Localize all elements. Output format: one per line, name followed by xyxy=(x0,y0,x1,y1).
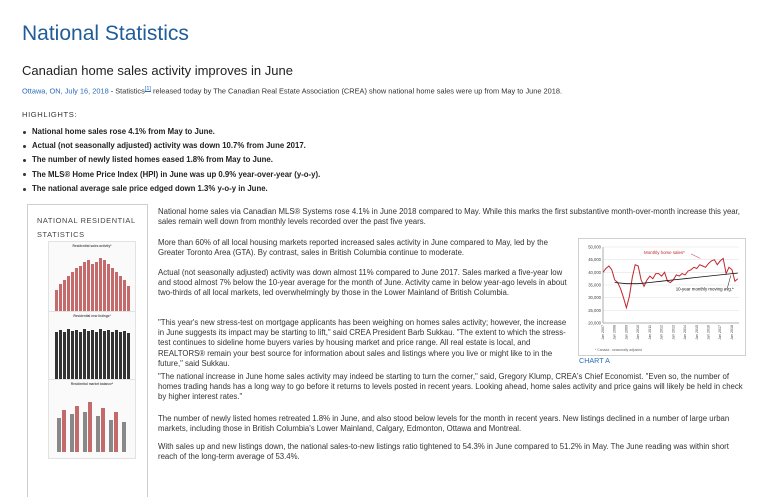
y-tick-label: 30,000 xyxy=(588,295,601,301)
x-tick-label: Jan 2009 xyxy=(624,325,629,340)
y-tick-label: 45,000 xyxy=(588,257,601,263)
chart-a-figure[interactable] xyxy=(578,238,746,356)
thumbnail-title: Residential new listings* xyxy=(73,314,111,318)
x-tick-label: Jan 2015 xyxy=(694,325,699,340)
site-title[interactable]: National Statistics xyxy=(22,22,189,45)
highlights-heading: HIGHLIGHTS: xyxy=(22,110,78,119)
x-tick-label: Jan 2014 xyxy=(683,325,688,340)
footnote-link[interactable]: [1] xyxy=(144,86,151,92)
highlights-list xyxy=(22,125,320,196)
y-tick-label: 50,000 xyxy=(588,244,601,250)
chart-caption[interactable]: CHART A xyxy=(579,356,610,365)
x-tick-label: Jan 2010 xyxy=(636,325,641,340)
bar-chart-thumbnail-icon xyxy=(53,388,133,454)
paragraph: "This year's new stress-test on mortgage applicants has been weighing on homes sales activity; however, the increase in June suggests its impact may be starting to lift," said CREA President Barb Sukkau. "The extent to which the stress-test continues to sideline home buyers varies by housing market and price range. All real estate is local, and REALTORS® remain your best source for information about sales and listings where you live or might like to in the future," said Sukkau. xyxy=(158,318,567,368)
x-tick-label: Jan 2017 xyxy=(718,325,723,340)
dateline-location[interactable]: Ottawa, ON, July 16, 2018 xyxy=(22,86,109,96)
sales-activity-thumbnail[interactable] xyxy=(48,241,136,321)
paragraph: Actual (not seasonally adjusted) activity was down almost 11% compared to June 2017. Sales marked a five-year low and stood almost 7% below the 10-year average for the month of June. Activity came in below year-ago levels in about two-thirds of all local markets, led overwhelmingly by those in the Lower Mainland of British Columbia. xyxy=(158,268,567,298)
thumbnail-title: Residential sales activity* xyxy=(72,244,112,248)
paragraph: The number of newly listed homes retreated 1.8% in June, and also stood below levels for the month in recent years. New listings declined in a number of large urban markets, including those in British Columbia's Lower Mainland, Calgary, Edmonton, Ottawa and Montreal. xyxy=(158,414,730,434)
sidebar-title: NATIONAL RESIDENTIAL STATISTICS xyxy=(37,216,136,239)
bar-chart-thumbnail-icon xyxy=(53,250,133,318)
dateline-text: released today by The Canadian Real Estate Association (CREA) show national home sales were up from May to June 2018. xyxy=(150,86,563,96)
paragraph: National home sales via Canadian MLS® Systems rose 4.1% in June 2018 compared to May. While this marks the first substantive month-over-month increase this year, sales remain well down from monthly levels recorded over the past five years. xyxy=(158,207,740,227)
highlight-item: The national average sale price edged down 1.3% y-o-y in June. xyxy=(22,182,320,196)
x-tick-label: Jan 2018 xyxy=(729,325,734,340)
article-headline: Canadian home sales activity improves in June xyxy=(22,63,293,78)
y-tick-label: 40,000 xyxy=(588,269,601,275)
x-tick-label: Jan 2007 xyxy=(601,325,605,340)
paragraph: "The national increase in June home sales activity may indeed be starting to turn the corner," said, Gregory Klump, CREA's Chief Economist. "Even so, the number of homes trading hands has a long way to go before it returns to levels posted in recent years. Looking ahead, home sales activity and price gains will likely be held in check by higher interest rates." xyxy=(158,372,743,402)
series-label-pointer xyxy=(691,254,700,259)
chart-footnote: * Canada - seasonally adjusted xyxy=(595,348,642,352)
series-label: Monthly home sales* xyxy=(644,250,685,256)
y-tick-label: 25,000 xyxy=(588,307,601,313)
paragraph: More than 60% of all local housing markets reported increased sales activity in June compared to May, led by the Greater Toronto Area (GTA). By contrast, sales in British Columbia continue to moderate. xyxy=(158,238,548,258)
paragraph: With sales up and new listings down, the national sales-to-new listings ratio tightened to 54.3% in June compared to 51.2% in May. The June reading was within short reach of the long-term average of 53.4%. xyxy=(158,442,729,462)
highlight-item: The number of newly listed homes eased 1.8% from May to June. xyxy=(22,153,320,167)
x-tick-label: Jan 2011 xyxy=(647,325,652,340)
x-tick-label: Jan 2013 xyxy=(671,325,676,340)
statistics-sidebar xyxy=(27,204,148,497)
dateline xyxy=(22,86,562,95)
y-tick-label: 20,000 xyxy=(588,320,601,326)
series-label: 10-year monthly moving avg.* xyxy=(675,286,734,292)
x-tick-label: Jan 2016 xyxy=(706,325,711,340)
home-sales-line-chart xyxy=(579,239,745,355)
highlight-item: National home sales rose 4.1% from May to June. xyxy=(22,125,320,139)
highlight-item: Actual (not seasonally adjusted) activity was down 10.7% from June 2017. xyxy=(22,139,320,153)
market-balance-thumbnail[interactable] xyxy=(48,379,136,459)
thumbnail-title: Residential market balance* xyxy=(70,382,114,386)
x-tick-label: Jan 2008 xyxy=(612,325,617,340)
highlight-item: The MLS® Home Price Index (HPI) in June was up 0.9% year-over-year (y-o-y). xyxy=(22,168,320,182)
bar-chart-thumbnail-icon xyxy=(53,320,133,386)
x-tick-label: Jan 2012 xyxy=(659,325,664,340)
dateline-sep: - Statistics xyxy=(108,86,145,96)
y-tick-label: 35,000 xyxy=(588,282,601,288)
